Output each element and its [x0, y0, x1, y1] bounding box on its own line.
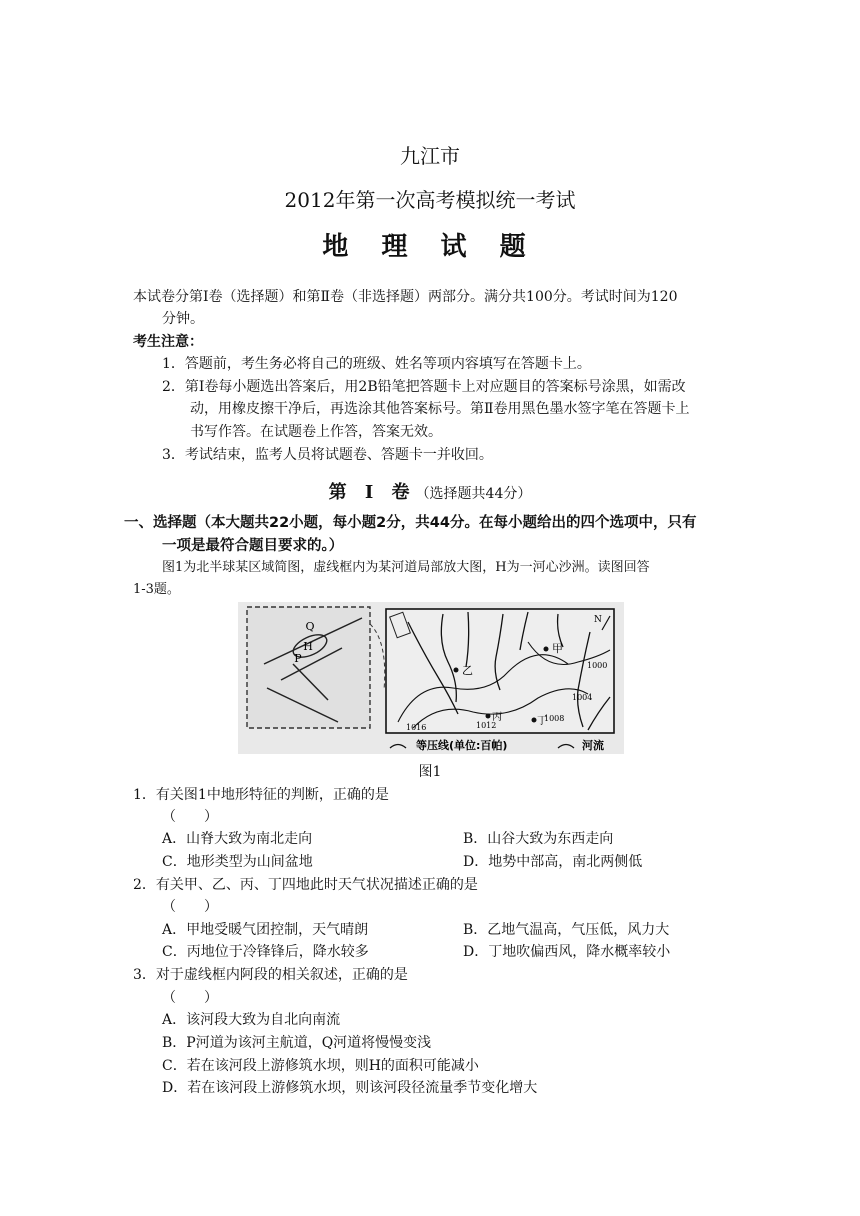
legend-river-label: 河流	[582, 739, 604, 752]
q3-blank: （ ）	[162, 990, 218, 1006]
label-bing: 丙	[492, 712, 502, 723]
point-bing	[486, 714, 491, 719]
city-title: 九江市	[400, 144, 460, 168]
isobar-label-1008: 1008	[544, 714, 565, 723]
q1-option-a: A．山脊大致为南北走向	[162, 831, 313, 847]
isobar-label-1012: 1012	[476, 721, 497, 730]
q1-option-c: C．地形类型为山间盆地	[162, 854, 313, 870]
notice-item-3: 3．考试结束，监考人员将试题卷、答题卡一并收回。	[162, 447, 493, 463]
label-ding: 丁	[537, 716, 547, 727]
label-q: Q	[305, 620, 315, 633]
label-h: H	[303, 640, 313, 653]
intro-line-1: 本试卷分第Ⅰ卷（选择题）和第Ⅱ卷（非选择题）两部分。满分共100分。考试时间为120	[133, 289, 678, 305]
stimulus-line-1: 图1为北半球某区域简图，虚线框内为某河道局部放大图，H为一河心沙洲。读图回答	[162, 560, 650, 575]
section-heading	[0, 478, 860, 504]
q2-option-d: D．丁地吹偏西风，降水概率较小	[463, 944, 671, 960]
north-label: N	[594, 615, 602, 625]
q2-stem: 2．有关甲、乙、丙、丁四地此时天气状况描述正确的是	[133, 877, 478, 893]
exam-title: 2012年第一次高考模拟统一考试	[284, 188, 576, 212]
notice-item-2-line-3: 书写作答。在试题卷上作答，答案无效。	[190, 424, 442, 440]
q3-option-a: A．该河段大致为自北向南流	[162, 1012, 341, 1028]
point-yi	[454, 668, 459, 673]
section-title: 第 Ⅰ 卷	[328, 482, 416, 503]
point-ding	[532, 718, 537, 723]
q2-option-c: C．丙地位于冷锋锋后，降水较多	[162, 944, 369, 960]
q1-stem: 1．有关图1中地形特征的判断，正确的是	[133, 787, 389, 803]
figure-caption: 图1	[418, 764, 442, 780]
point-jia	[544, 647, 549, 652]
label-p: P	[294, 652, 302, 665]
q1-option-b: B．山谷大致为东西走向	[463, 831, 614, 847]
legend-isobar-label: 等压线(单位:百帕)	[416, 739, 508, 752]
q1-option-d: D．地势中部高，南北两侧低	[463, 854, 643, 870]
section-note: （选择题共44分）	[415, 486, 532, 502]
q2-option-b: B．乙地气温高，气压低，风力大	[463, 922, 670, 938]
subject-title: 地 理 试 题	[322, 232, 538, 262]
q3-option-d: D．若在该河段上游修筑水坝，则该河段径流量季节变化增大	[162, 1080, 538, 1096]
label-jia: 甲	[552, 642, 563, 655]
q3-option-b: B．P河道为该河主航道，Q河道将慢慢变浅	[162, 1035, 432, 1051]
q3-option-c: C．若在该河段上游修筑水坝，则H的面积可能减小	[162, 1058, 479, 1074]
q2-blank: （ ）	[162, 899, 218, 915]
isobar-label-1016: 1016	[406, 723, 427, 732]
part1-title-line-1: 一、选择题（本大题共22小题，每小题2分，共44分。在每小题给出的四个选项中，只有	[124, 515, 697, 531]
q3-stem: 3．对于虚线框内阿段的相关叙述，正确的是	[133, 967, 408, 983]
isobar-label-1000: 1000	[587, 661, 608, 670]
notice-title: 考生注意：	[133, 334, 203, 350]
q2-option-a: A．甲地受暖气团控制，天气晴朗	[162, 922, 369, 938]
label-yi: 乙	[462, 664, 473, 677]
notice-item-1: 1．答题前，考生务必将自己的班级、姓名等项内容填写在答题卡上。	[162, 356, 591, 372]
notice-item-2-line-2: 动，用橡皮擦干净后，再选涂其他答案标号。第Ⅱ卷用黑色墨水签字笔在答题卡上	[190, 401, 690, 417]
stimulus-line-2: 1-3题。	[133, 582, 180, 597]
figure-1-map	[238, 602, 624, 754]
isobar-label-1004: 1004	[572, 693, 593, 702]
part1-title-line-2: 一项是最符合题目要求的。）	[162, 538, 344, 554]
notice-item-2-line-1: 2．第Ⅰ卷每小题选出答案后，用2B铅笔把答题卡上对应题目的答案标号涂黑，如需改	[162, 379, 686, 395]
intro-line-2: 分钟。	[162, 311, 204, 327]
q1-blank: （ ）	[162, 809, 218, 825]
